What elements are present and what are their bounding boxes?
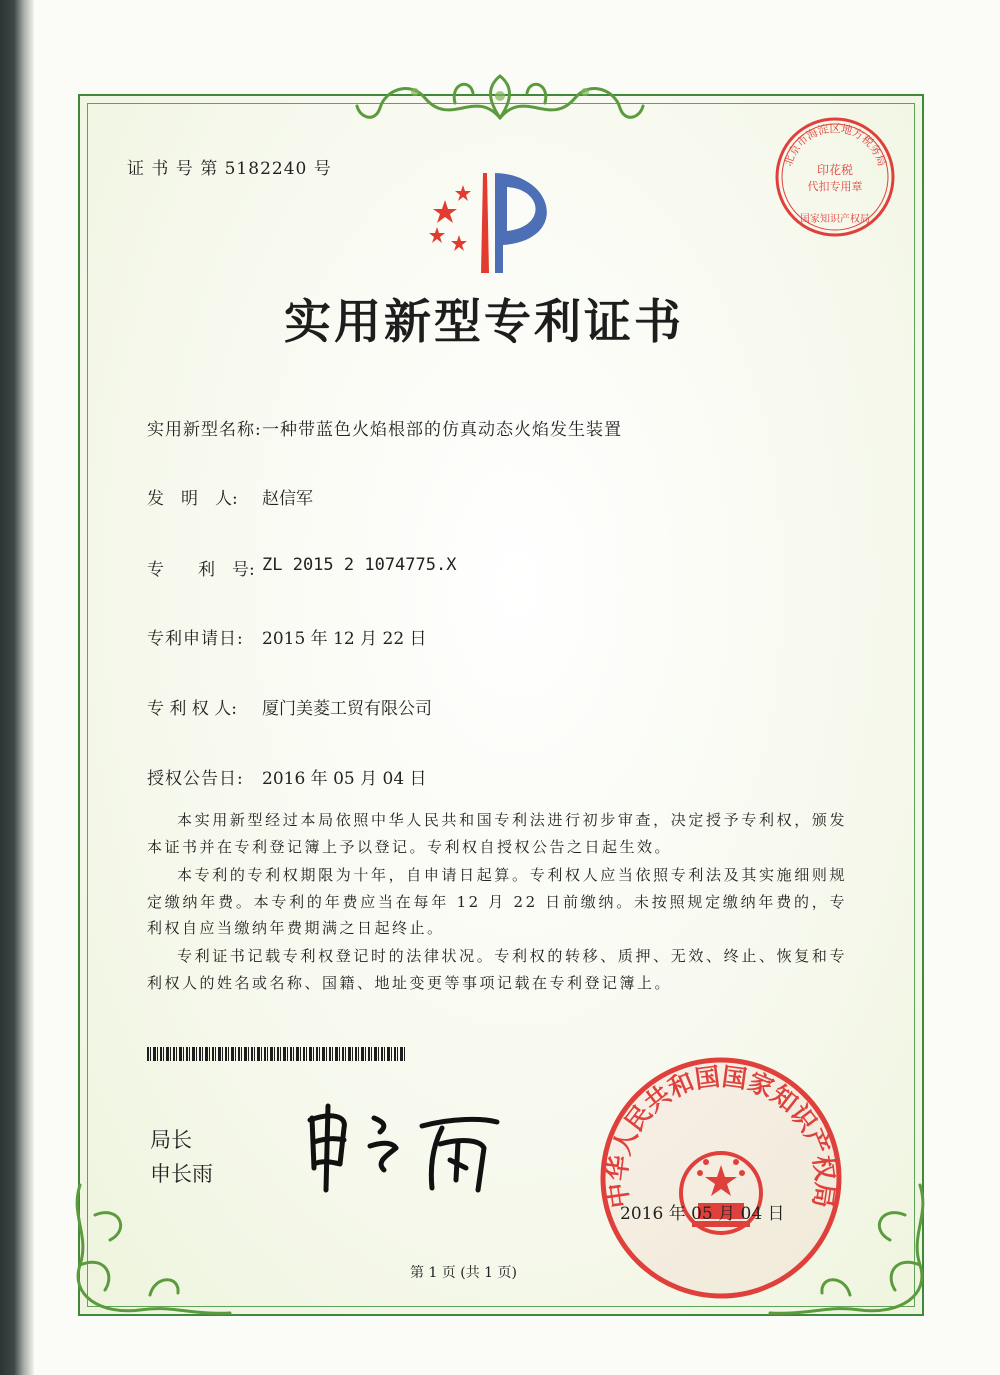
field-filing-date-value: 2015 年 12 月 22 日 — [262, 629, 427, 649]
certificate-number: 证 书 号 第 5182240 号 — [127, 159, 332, 179]
svg-text:北京市海淀区地方税务局 — [781, 121, 888, 168]
page-footer: 第 1 页 (共 1 页) — [410, 1265, 517, 1281]
director-title: 局长 — [150, 1128, 192, 1152]
field-patent-no-value: ZL 2015 2 1074775.X — [262, 555, 457, 575]
director-signature — [292, 1098, 512, 1198]
scan-edge — [0, 0, 34, 1375]
tax-stamp-ring-text: 北京市海淀区地方税务局 — [781, 122, 889, 168]
tax-stamp-center-2: 代扣专用章 — [807, 180, 863, 193]
seal-ring-text: 中华人民共和国国家知识产权局 — [602, 1061, 840, 1210]
seal-date: 2016 年 05 月 04 日 — [620, 1204, 785, 1224]
field-patentee-value: 厦门美菱工贸有限公司 — [262, 699, 432, 719]
field-grant-date-value: 2016 年 05 月 04 日 — [262, 769, 427, 789]
field-name-value: 一种带蓝色火焰根部的仿真动态火焰发生装置 — [262, 420, 622, 440]
tax-stamp-center-1: 印花税 — [816, 163, 854, 177]
sipo-logo-icon — [425, 165, 575, 280]
body-paragraph-2: 本专利的专利权期限为十年，自申请日起算。专利权人应当依照专利法及其实施细则规定缴纳年费。本专利的年费应当在每年 12 月 22 日前缴纳。未按照规定缴纳年费的，专利权自应当缴纳年费期满之日起终止。 — [147, 866, 847, 937]
field-filing-date-label: 专利申请日: — [147, 629, 244, 649]
field-inventor-value: 赵信军 — [262, 489, 313, 509]
official-seal — [596, 1053, 846, 1303]
certificate-title: 实用新型专利证书 — [284, 295, 684, 350]
top-ornament — [355, 68, 645, 128]
director-name: 申长雨 — [150, 1162, 213, 1186]
barcode — [147, 1047, 405, 1061]
body-paragraph-3: 专利证书记载专利权登记时的法律状况。专利权的转移、质押、无效、终止、恢复和专利权人的姓名或名称、国籍、地址变更等事项记载在专利登记簿上。 — [147, 947, 847, 992]
body-paragraph-1: 本实用新型经过本局依照中华人民共和国专利法进行初步审查，决定授予专利权，颁发本证书并在专利登记簿上予以登记。专利权自授权公告之日起生效。 — [147, 811, 847, 856]
field-patent-no-label: 专 利 号: — [147, 560, 255, 580]
field-patentee-label: 专 利 权 人: — [147, 699, 237, 719]
field-grant-date-label: 授权公告日: — [147, 769, 244, 789]
tax-stamp — [770, 112, 900, 242]
field-name-label: 实用新型名称: — [147, 420, 262, 440]
tax-stamp-bottom: 国家知识产权局 — [800, 214, 870, 225]
bottom-left-ornament — [60, 1175, 240, 1325]
field-inventor-label: 发 明 人: — [147, 489, 238, 509]
